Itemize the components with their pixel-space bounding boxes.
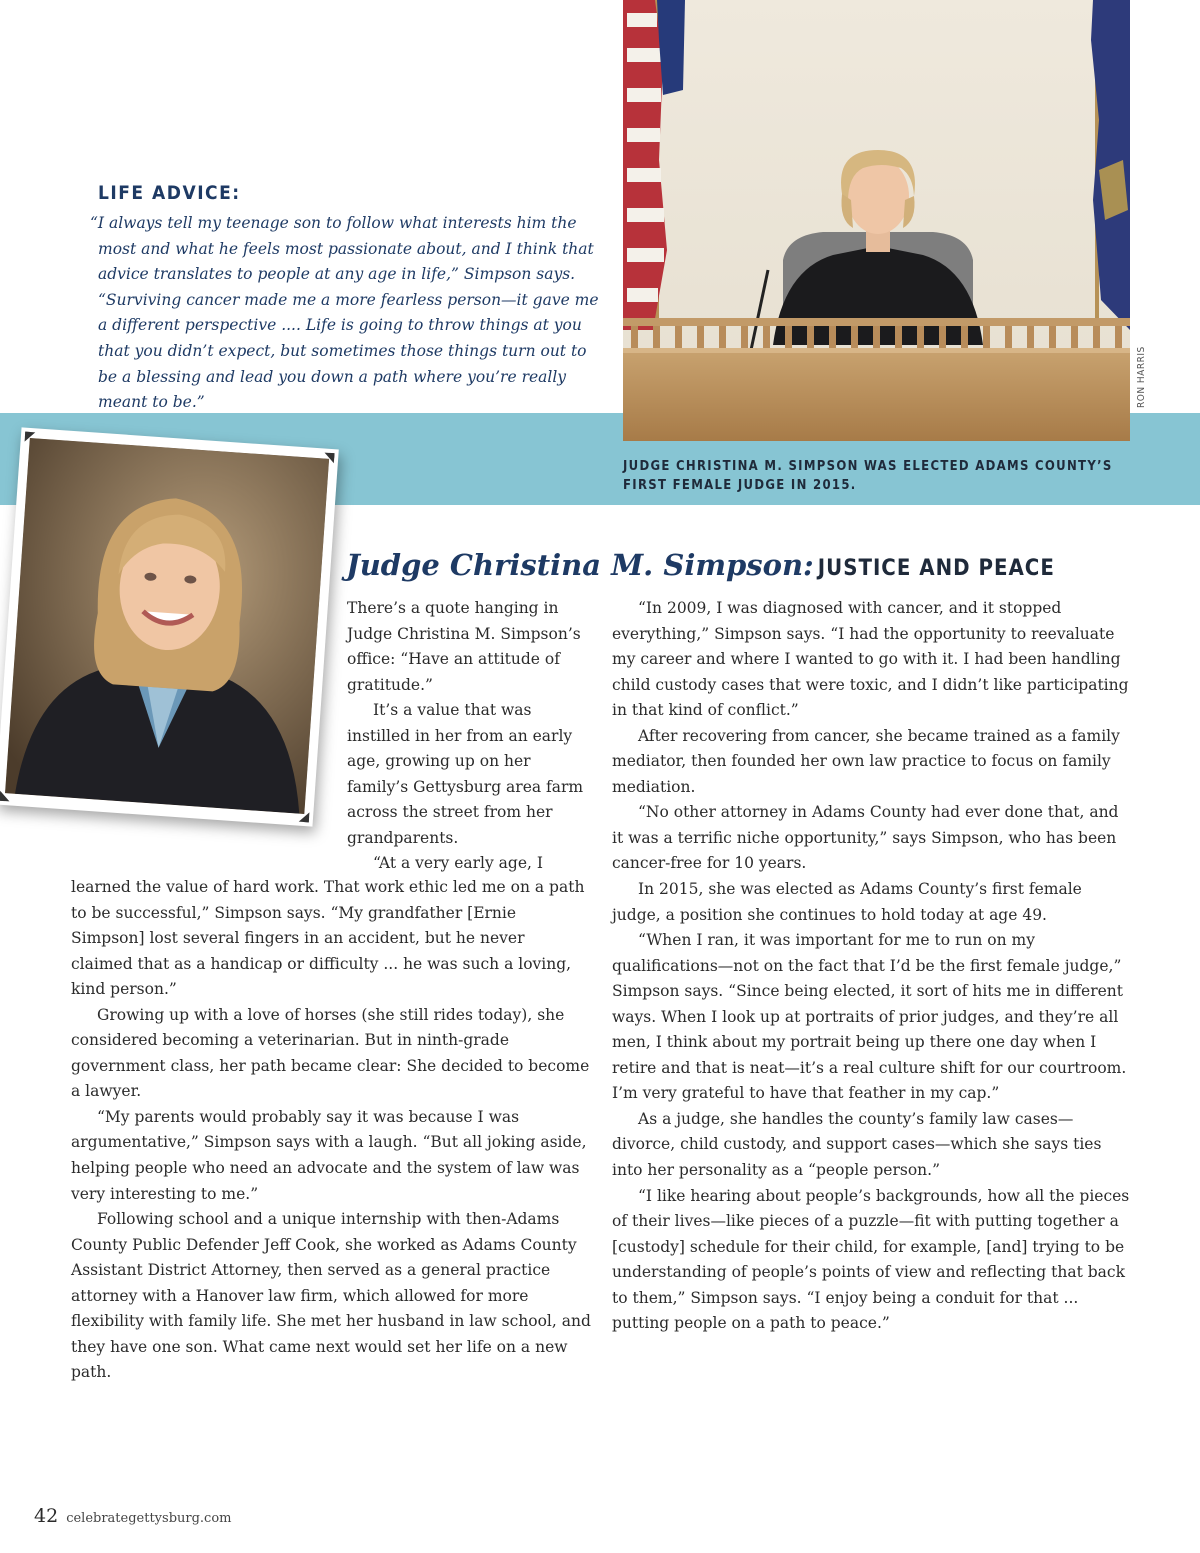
headline-subtitle: JUSTICE AND PEACE — [817, 556, 1055, 581]
paragraph: “No other attorney in Adams County had ever done that, and it was a terrific niche opportunity,” says Simpson, who has been cancer-free for 10 years. — [612, 803, 1119, 873]
page-number: 42 — [34, 1505, 59, 1527]
paragraph: In 2015, she was elected as Adams County’s first female judge, a position she continues to hold today at age 49. — [612, 880, 1082, 924]
life-advice-quote: “I always tell my teenage son to follow what interests him the most and what he feels most passionate about, and I think that advice translates to people at any age in life,” Simpson says. “Surviving cancer made me a more fearless person—it gave me a different perspective .... Life is going to throw things at you that you didn’t expect, but sometimes those things turn out to be a blessing and lead you down a path where you’re really meant to be.” — [90, 214, 599, 412]
site-url: celebrategettysburg.com — [66, 1511, 232, 1526]
life-advice-title: LIFE ADVICE: — [98, 182, 241, 204]
paragraph: “My parents would probably say it was because I was argumentative,” Simpson says with a laugh. “But all joking aside, helping people who need an advocate and the system of law was very interesting to me.” — [71, 1107, 587, 1203]
paragraph: “I like hearing about people’s backgrounds, how all the pieces of their lives—like pieces of a puzzle—fit with putting together a [custody] schedule for their child, for example, [and] trying to be understanding of people’s points of view and reflecting that back to them,” Simpson says. “I enjoy being a conduit for that ... putting people on a path to peace.” — [612, 1186, 1130, 1333]
paragraph: learned the value of hard work. That work ethic led me on a path to be successful,” Simpson says. “My grandfather [Ernie Simpson] lost several fingers in an accident, but he never claimed that as a handicap or difficulty ... he was such a loving, kind person.” — [71, 878, 585, 999]
page-footer — [34, 1505, 232, 1527]
portrait-photo — [5, 438, 329, 814]
paragraph: Following school and a unique internship with then-Adams County Public Defender Jeff Cook, she worked as Adams County Assistant District Attorney, then served as a general practice attorney with a Hanover law firm, which allowed for more flexibility with family life. She met her husband in law school, and they have one son. What came next would set her life on a new path. — [71, 1210, 591, 1382]
article-headline — [346, 548, 1055, 582]
headline-name: Judge Christina M. Simpson: — [346, 548, 814, 582]
paragraph: “When I ran, it was important for me to run on my qualifications—not on the fact that I’d be the first female judge,” Simpson says. “Since being elected, it sort of hits me in different ways. When I look up at portraits of prior judges, and they’re all men, I think about my portrait being up there one day when I retire and that is neat—it’s a real culture shift for our courtroom. I’m very grateful to have that feather in my cap.” — [612, 931, 1127, 1103]
article-column-right — [612, 596, 1132, 1337]
paragraph: “At a very early age, I — [373, 854, 543, 873]
article-column-narrow — [347, 596, 592, 877]
portrait-frame — [0, 427, 339, 826]
paragraph: There’s a quote hanging in Judge Christina M. Simpson’s office: “Have an attitude of gratitude.” — [347, 599, 581, 694]
paragraph: As a judge, she handles the county’s family law cases—divorce, child custody, and support cases—which she says ties into her personality as a “people person.” — [612, 1109, 1102, 1180]
photo-caption: JUDGE CHRISTINA M. SIMPSON WAS ELECTED ADAMS COUNTY’S FIRST FEMALE JUDGE IN 2015. — [623, 459, 1113, 493]
paragraph: “In 2009, I was diagnosed with cancer, and it stopped everything,” Simpson says. “I had the opportunity to reevaluate my career and where I wanted to go with it. I had been handling child custody cases that were toxic, and I didn’t like participating in that kind of conflict.” — [612, 599, 1129, 720]
paragraph: It’s a value that was instilled in her from an early age, growing up on her family’s Gettysburg area farm across the street from her grandparents. — [347, 701, 584, 847]
article-column-left — [71, 875, 591, 1386]
photo-credit: RON HARRIS — [1136, 346, 1147, 408]
courtroom-photo — [623, 0, 1130, 441]
paragraph: After recovering from cancer, she became trained as a family mediator, then founded her own law practice to focus on family mediation. — [612, 726, 1120, 796]
paragraph: Growing up with a love of horses (she still rides today), she considered becoming a veterinarian. But in ninth-grade government class, her path became clear: She decided to become a lawyer. — [71, 1005, 590, 1101]
